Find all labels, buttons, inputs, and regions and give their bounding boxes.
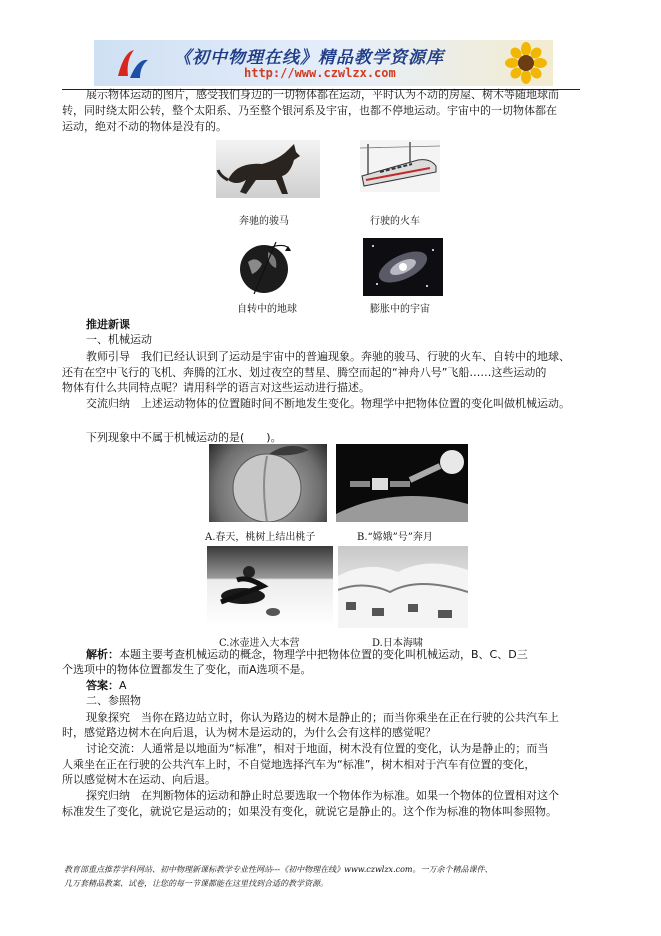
analysis-line-1 (86, 647, 528, 663)
figure-caption-galaxy: 膨胀中的宇宙 (370, 304, 430, 315)
sunflower-icon (505, 42, 547, 84)
intro-line-2: 转，同时绕太阳公转，整个太阳系、乃至整个银河系及宇宙，也都不停地运动。宇宙中的一切物体都在 (62, 104, 557, 117)
moon-probe-icon (336, 444, 468, 522)
option-c-image (207, 546, 333, 626)
conclude-line-2: 标准发生了变化，就说它是运动的；如果没有变化，就说它是静止的。这个作为标准的物体叫参照物。 (62, 805, 557, 818)
galaxy-image (363, 238, 443, 296)
option-b-image (336, 444, 468, 522)
guide-line-2: 还有在空中飞行的飞机、奔腾的江水、划过夜空的彗星、腾空而起的“神舟八号”飞船……这些运动的 (62, 366, 547, 379)
figure-caption-train: 行驶的火车 (370, 216, 420, 227)
figure-caption-horse: 奔驰的骏马 (239, 216, 289, 227)
option-a-caption: A.春天，桃树上结出桃子 (205, 532, 316, 543)
option-c-caption: C.冰壶进入大本营 (219, 638, 300, 649)
banner-url[interactable]: http://www.czwlzx.com (244, 66, 396, 80)
analysis-label: 解析： (86, 648, 119, 661)
header-banner (94, 40, 553, 86)
discuss-line-1: 讨论交流：人通常是以地面为“标准”，相对于地面，树木没有位置的变化，认为是静止的；而当 (86, 742, 549, 755)
section-title-reference: 二、参照物 (86, 694, 141, 707)
discuss-line-3: 所以感觉树木在运动、向后退。 (62, 773, 216, 786)
answer-label: 答案： (86, 679, 119, 692)
footer-line-2: 几万套精品教案、试卷，让您的每一节课都能在这里找到合适的教学资源。 (64, 879, 328, 888)
footer-line-1: 教育部重点推荐学科网站、初中物理新课标教学专业性网站---《初中物理在线》www.czwlzx.com。一万余个精品课件、 (64, 865, 493, 874)
option-d-image (338, 546, 468, 628)
guide-line-1: 教师引导 我们已经认识到了运动是宇宙中的普遍现象。奔驰的骏马、行驶的火车、自转中的地球、 (86, 350, 570, 363)
explore-line-1: 现象探究 当你在路边站立时，你认为路边的树木是静止的；而当你乘坐在正在行驶的公共汽车上 (86, 711, 559, 724)
horse-image (216, 140, 320, 198)
train-image (360, 140, 440, 192)
question-stem: 下列现象中不属于机械运动的是( )。 (86, 431, 282, 444)
option-b-caption: B.“嫦娥”号”奔月 (357, 532, 433, 543)
conclude-line-1: 探究归纳 在判断物体的运动和静止时总要选取一个物体作为标准。如果一个物体的位置相对这个 (86, 789, 559, 802)
summary-line: 交流归纳 上述运动物体的位置随时间不断地发生变化。物理学中把物体位置的变化叫做机械运动。 (86, 397, 570, 410)
analysis-line-2: 个选项中的物体位置都发生了变化，而A选项不是。 (62, 663, 312, 676)
banner-title: 《初中物理在线》精品教学资源库 (174, 48, 444, 68)
heading-new-lesson: 推进新课 (86, 318, 130, 331)
horse-icon (216, 140, 320, 198)
earth-icon (232, 238, 298, 296)
intro-line-1: 展示物体运动的图片，感受我们身边的一切物体都在运动，平时认为不动的房屋、树木等随地球而 (86, 88, 559, 101)
earth-image (232, 238, 298, 296)
tsunami-icon (338, 546, 468, 628)
logo-icon (114, 46, 150, 82)
galaxy-icon (363, 238, 443, 296)
option-a-image (209, 444, 327, 522)
answer-line (86, 678, 127, 694)
answer-value: A (119, 679, 127, 692)
explore-line-2: 时，感觉路边树木在向后退，认为树木是运动的，为什么会有这样的感觉呢？ (62, 726, 436, 739)
curling-icon (207, 546, 333, 626)
figure-caption-earth: 自转中的地球 (237, 304, 297, 315)
train-icon (360, 140, 440, 192)
option-d-caption: D.日本海啸 (372, 638, 423, 649)
peach-icon (209, 444, 327, 522)
guide-line-3: 物体有什么共同特点呢？请用科学的语言对这些运动进行描述。 (62, 381, 370, 394)
section-title-mechanical-motion: 一、机械运动 (86, 333, 152, 346)
analysis-text-1: 本题主要考查机械运动的概念，物理学中把物体位置的变化叫机械运动，B、C、D三 (119, 648, 528, 661)
discuss-line-2: 人乘坐在正在行驶的公共汽车上时，不自觉地选择汽车为“标准”，树木相对于汽车有位置的变化， (62, 758, 536, 771)
intro-line-3: 运动，绝对不动的物体是没有的。 (62, 120, 227, 133)
